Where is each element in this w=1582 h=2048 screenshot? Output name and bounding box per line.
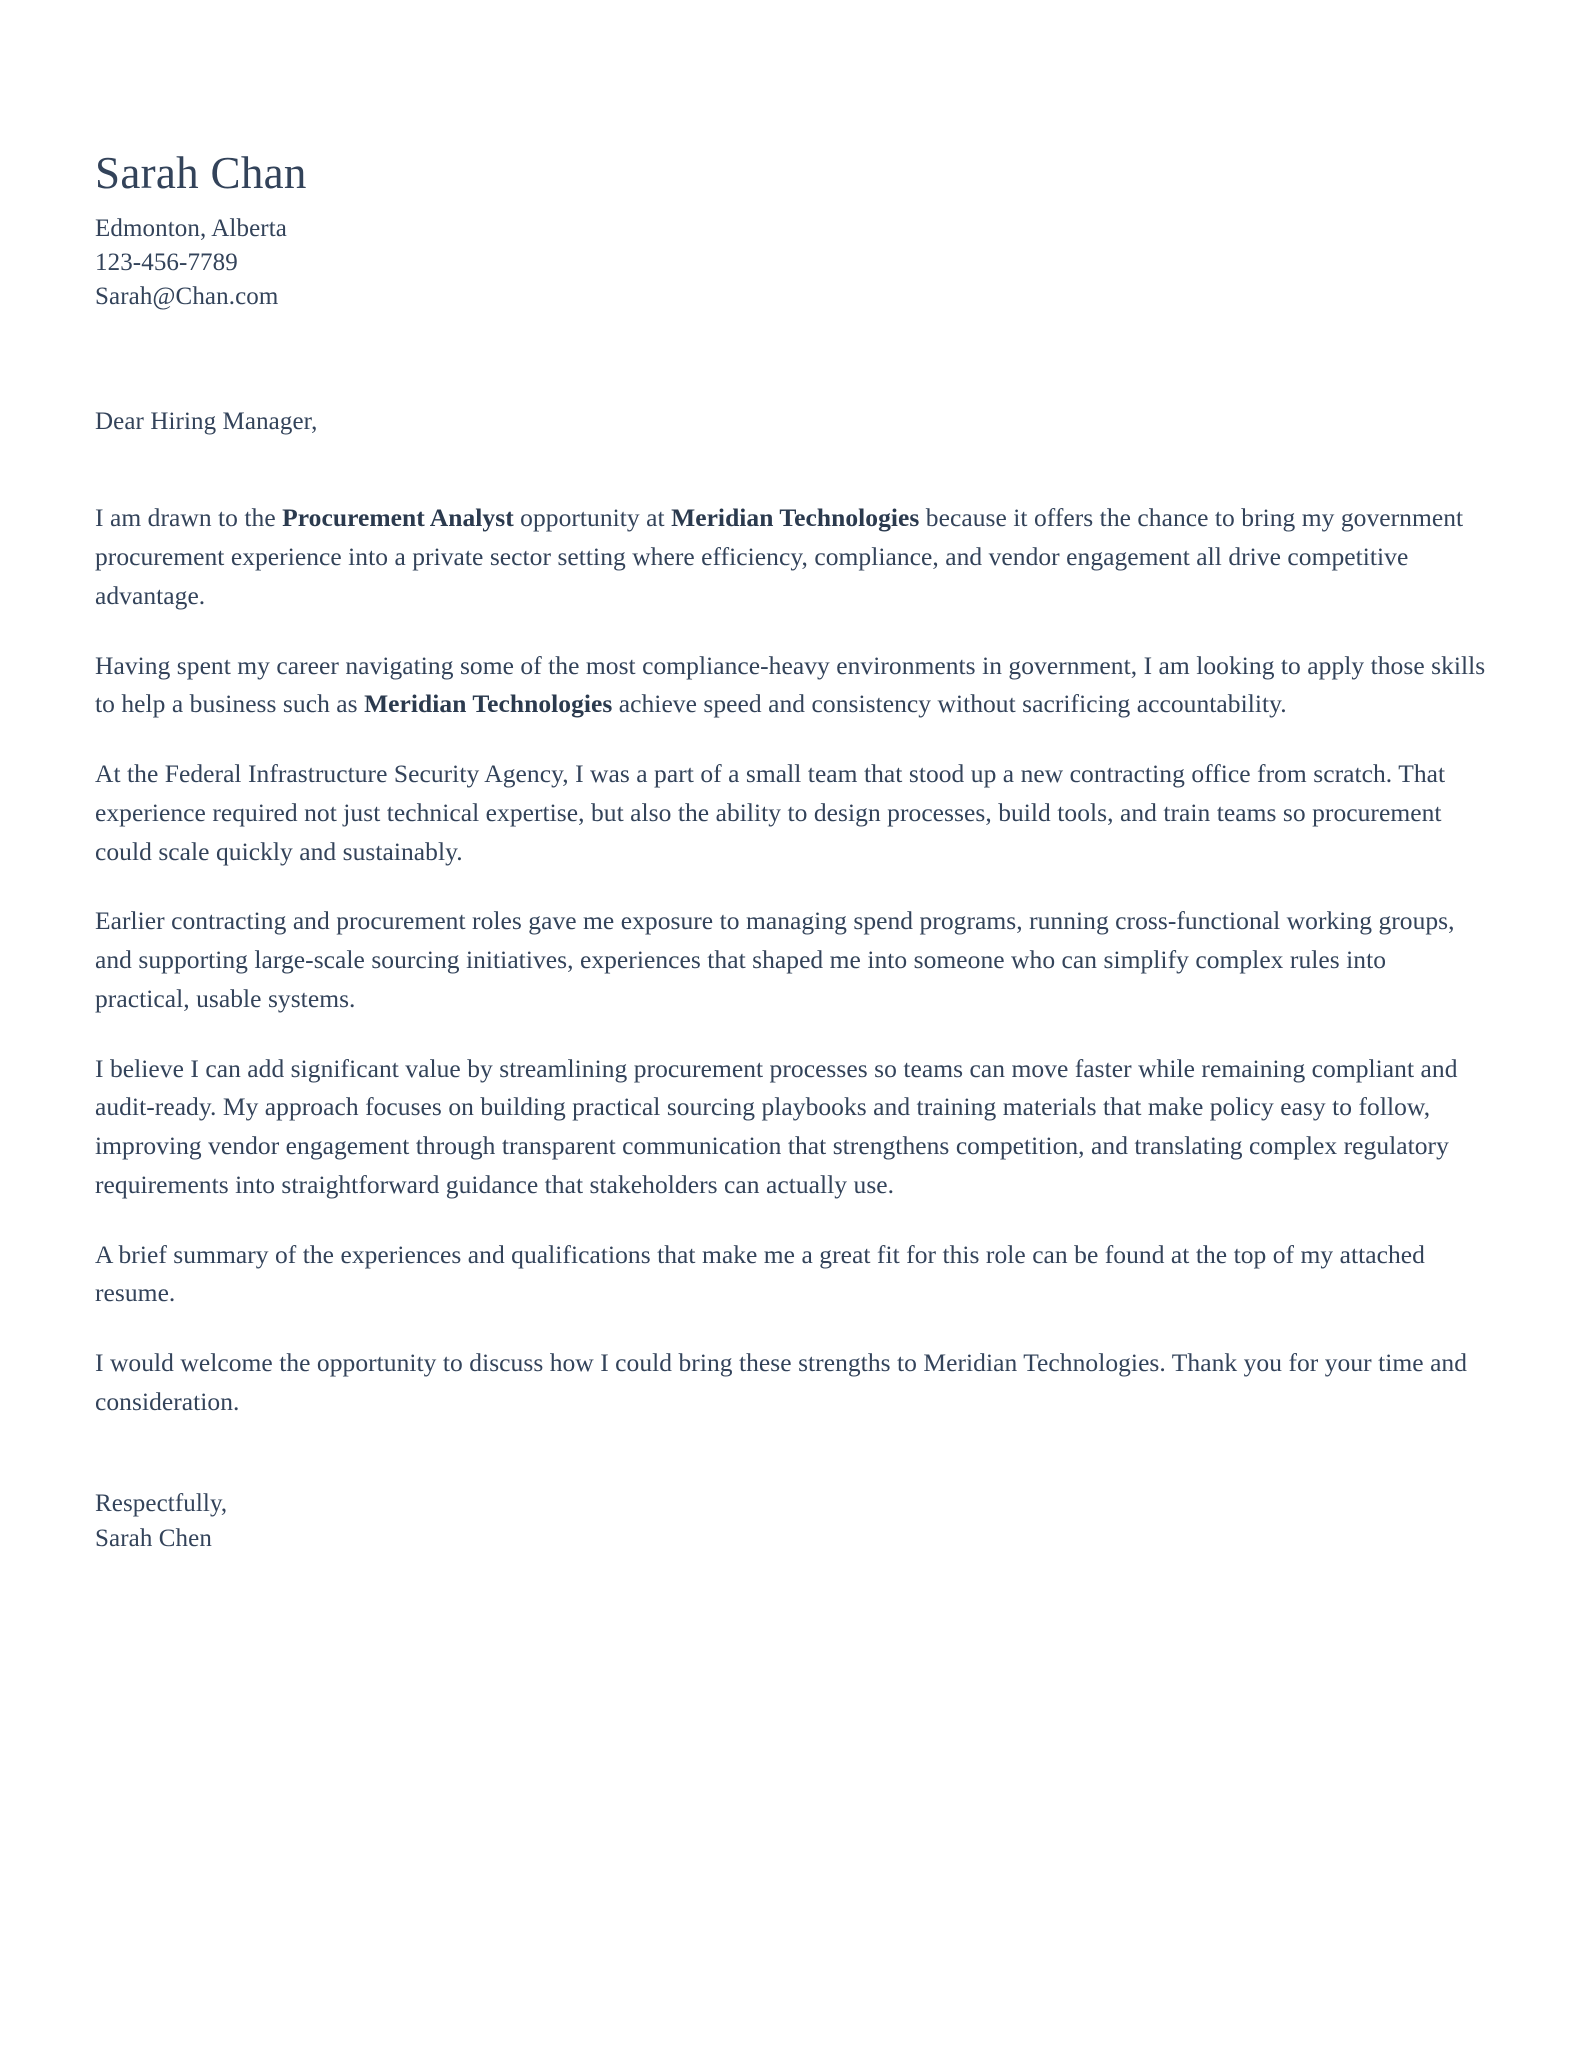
contact-location: Edmonton, Alberta [95, 215, 287, 243]
letter-header [95, 148, 1487, 314]
emphasis-text: Meridian Technologies [364, 689, 613, 719]
valediction: Respectfully, [95, 1489, 228, 1517]
paragraph-agency-experience: At the Federal Infrastructure Security Agency, I was a part of a small team that stood up a new contracting office from scratch. That experience required not just technical expertise, but also the ability to design processes, build tools, and train teams so procurement could scale quickly and sustainably. [95, 759, 1446, 866]
paragraph-resume-reference: A brief summary of the experiences and qualifications that make me a great fit for this role can be found at the top of my attached resume. [95, 1239, 1425, 1308]
paragraph-call-to-action: I would welcome the opportunity to discuss how I could bring these strengths to Meridian Technologies. Thank you for your time and consideration. [95, 1348, 1468, 1416]
paragraph-earlier-roles: Earlier contracting and procurement roles gave me exposure to managing spend programs, running cross-functional working groups, and supporting large-scale sourcing initiatives, experiences that shaped me into someone who can simplify complex rules into practical, usable systems. [95, 906, 1455, 1013]
contact-email: Sarah@Chan.com [95, 283, 279, 311]
emphasis-text: Meridian Technologies [671, 503, 920, 533]
letter-closing [95, 1486, 1487, 1557]
cover-letter [95, 148, 1487, 1557]
letter-body [95, 499, 1487, 1421]
emphasis-text: Procurement Analyst [282, 503, 514, 533]
signature-name: Sarah Chen [95, 1525, 212, 1553]
contact-phone: 123-456-7789 [95, 249, 238, 277]
applicant-name: Sarah Chan [95, 148, 307, 198]
paragraph-transition: Having spent my career navigating some of the most compliance-heavy environments in government, I am looking to apply those skills to help a business such as Meridian Technologies achieve speed and consistency without sacrificing accountability. [95, 650, 1486, 719]
salutation: Dear Hiring Manager, [95, 408, 318, 436]
paragraph-value-proposition: I believe I can add significant value by streamlining procurement processes so teams can move faster while remaining compliant and audit-ready. My approach focuses on building practical sourcing playbooks and training materials that make policy easy to follow, improving vendor engagement through transparent communication that strengthens competition, and translating complex regulatory requirements into straightforward guidance that stakeholders can actually use. [95, 1053, 1458, 1199]
paragraph-intro: I am drawn to the Procurement Analyst opportunity at Meridian Technologies because it offers the chance to bring my government procurement experience into a private sector setting where efficiency, compliance, and vendor engagement all drive competitive advantage. [95, 503, 1464, 610]
